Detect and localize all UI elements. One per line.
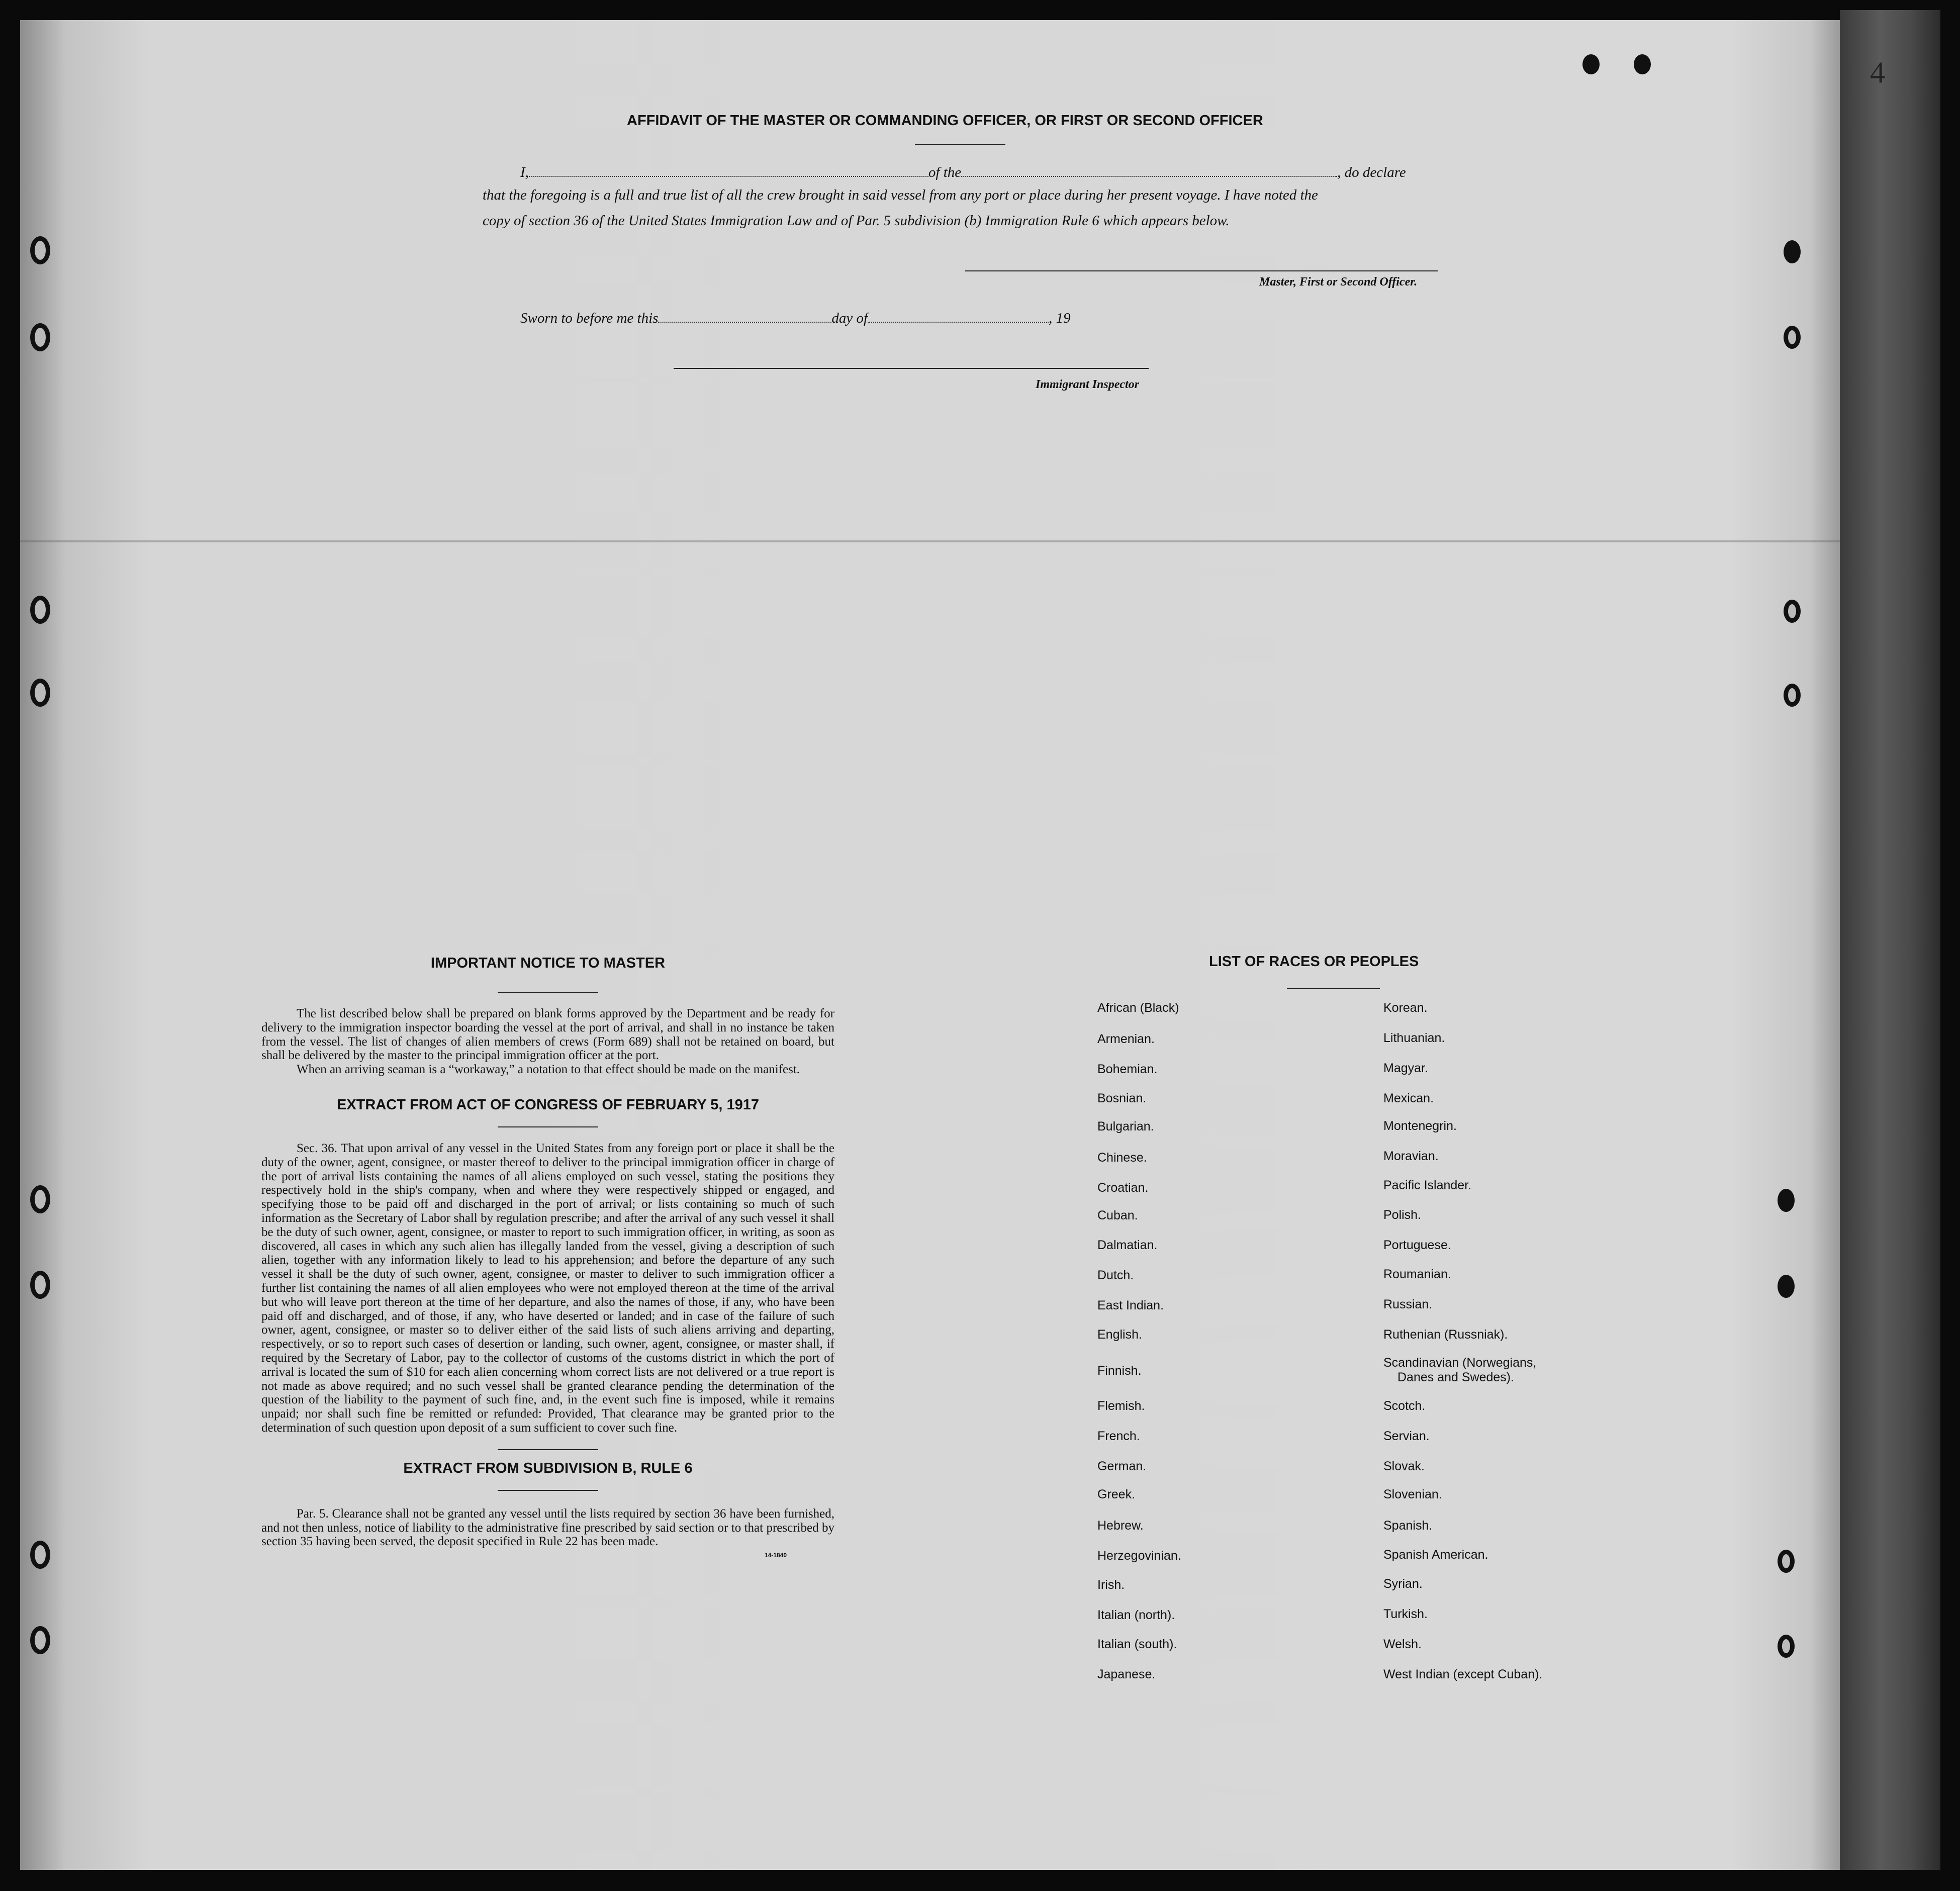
binder-hole — [1784, 240, 1801, 263]
page-number: 4 — [1870, 56, 1885, 89]
race-item: West Indian (except Cuban). — [1383, 1667, 1543, 1681]
divider — [915, 144, 1005, 145]
binder-hole — [1778, 1635, 1795, 1658]
form-number: 14-1840 — [764, 1552, 787, 1559]
vessel-blank[interactable] — [961, 162, 1337, 177]
race-item: Welsh. — [1383, 1637, 1422, 1651]
binder-hole — [30, 1271, 50, 1299]
binder-hole — [30, 236, 50, 264]
race-item: Dalmatian. — [1097, 1238, 1158, 1252]
race-item: Croatian. — [1097, 1181, 1149, 1195]
race-item: Syrian. — [1383, 1577, 1423, 1591]
race-item: East Indian. — [1097, 1298, 1164, 1312]
race-item: Irish. — [1097, 1578, 1125, 1592]
binder-hole — [30, 679, 50, 707]
race-item: Turkish. — [1383, 1607, 1428, 1621]
name-blank[interactable] — [529, 162, 928, 177]
day-of-label: day of — [831, 310, 868, 326]
race-item: Cuban. — [1097, 1208, 1138, 1222]
binder-strip — [1840, 10, 1940, 1870]
binder-hole — [30, 323, 50, 351]
race-item: Polish. — [1383, 1208, 1422, 1222]
race-item: Armenian. — [1097, 1032, 1155, 1046]
binder-hole — [1778, 1275, 1795, 1298]
divider — [498, 992, 598, 993]
race-item: Chinese. — [1097, 1151, 1147, 1165]
extract-rule-title: EXTRACT FROM SUBDIVISION B, RULE 6 — [403, 1460, 693, 1476]
race-item: French. — [1097, 1429, 1140, 1443]
affidavit-line-1 — [520, 162, 1406, 181]
binder-hole — [1582, 54, 1600, 74]
race-item: Spanish American. — [1383, 1548, 1488, 1562]
extract-rule-text: Par. 5. Clearance shall not be granted any vessel until the lists required by section 36 have been furnished, and not then unless, notice of liability to the administrative fine prescribed by said section or to that prescribed by section 35 having been served, the deposit specified in Rule 22 has been made. — [261, 1506, 834, 1549]
binder-hole — [1784, 600, 1801, 623]
sworn-prefix: Sworn to before me this — [520, 310, 659, 326]
sworn-day-blank[interactable] — [658, 308, 831, 323]
sworn-month-blank[interactable] — [868, 308, 1049, 323]
race-item: Scotch. — [1383, 1399, 1426, 1413]
year-prefix: , 19 — [1049, 310, 1071, 326]
race-item: Italian (north). — [1097, 1608, 1175, 1622]
notice-paragraph-2: When an arriving seaman is a “workaway,” a notation to that effect should be made on the manifest. — [297, 1063, 800, 1077]
extract-act-text: Sec. 36. That upon arrival of any vessel in the United States from any foreign port or place it shall be the duty of the owner, agent, consignee, or master thereof to deliver to the principal immigration officer in charge of the port of arrival lists containing the names of all aliens employed on such vessel, stating the positions they respectively hold in the ship's company, when and where they were respectively shipped or engaged, and specifying those to be paid off and discharged in the port of arrival; or lists containing so much of such information as the Secretary of Labor shall by regulation prescribe; and after the arrival of any such vessel it shall be the duty of such owner, agent, consignee, or master to report to such immigration officer, in writing, as soon as discovered, all cases in which any such alien has illegally landed from the vessel, giving a description of such alien, together with any information likely to lead to his apprehension; and before the departure of any such vessel it shall be the duty of such owner, agent, consignee, or master to deliver to such immigration officer a further list containing the names of all alien employees who were not employed thereon at the time of the arrival but who will leave port thereon at the time of her departure, and also the names of those, if any, who have been paid off and discharged, and of those, if any, who have deserted or landed; and in case of the failure of such owner, agent, consignee, or master so to deliver either of the said lists of such aliens arriving and departing, respectively, or so to report such cases of desertion or landing, such owner, agent, consignee, or master shall, if required by the Secretary of Labor, pay to the collector of customs of the customs district in which the port of arrival is located the sum of $10 for each alien concerning whom correct lists are not delivered or a true report is not made as above required; and no such vessel shall be granted clearance pending the determination of the question of the liability to the payment of such fine, and, in the event such fine is imposed, while it remains unpaid; nor shall such fine be remitted or refunded: Provided, That clearance may be granted prior to the determination of such question upon deposit of a sum sufficient to cover such fine. — [261, 1141, 834, 1435]
form-sheet — [20, 20, 1840, 1870]
race-item: German. — [1097, 1459, 1147, 1473]
race-item: Russian. — [1383, 1297, 1433, 1311]
race-item: Greek. — [1097, 1487, 1136, 1501]
binder-hole — [30, 1626, 50, 1654]
race-item: Japanese. — [1097, 1667, 1156, 1681]
race-item: Mexican. — [1383, 1091, 1434, 1105]
notice-paragraph-1: The list described below shall be prepared on blank forms approved by the Department and be ready for delivery to the immigration inspector boarding the vessel at the port of arrival, and shall in no instance be taken from the vessel. The list of changes of alien members of crews (Form 689) shall not be retained on board, but shall be delivered by the master to the principal immigration officer at the port. — [261, 1007, 834, 1063]
race-item: Servian. — [1383, 1429, 1430, 1443]
left-column — [261, 955, 834, 1560]
race-item: Danes and Swedes). — [1397, 1370, 1515, 1384]
race-item: Bulgarian. — [1097, 1119, 1154, 1133]
affidavit-title: AFFIDAVIT OF THE MASTER OR COMMANDING OFFICER, OR FIRST OR SECOND OFFICER — [627, 113, 1263, 129]
race-item: African (Black) — [1097, 1001, 1179, 1015]
race-item: Italian (south). — [1097, 1637, 1177, 1651]
race-item: Scandinavian (Norwegians, — [1383, 1356, 1537, 1370]
races-title: LIST OF RACES OR PEOPLES — [1209, 954, 1419, 970]
race-item: Montenegrin. — [1383, 1119, 1457, 1133]
binder-hole — [1784, 326, 1801, 349]
race-item: English. — [1097, 1328, 1142, 1342]
race-item: Slovak. — [1383, 1459, 1425, 1473]
race-item: Magyar. — [1383, 1061, 1428, 1075]
binder-hole — [1778, 1550, 1795, 1573]
notice-title: IMPORTANT NOTICE TO MASTER — [430, 955, 666, 971]
binder-hole — [1784, 684, 1801, 707]
race-item: Korean. — [1383, 1001, 1428, 1015]
sworn-line — [520, 308, 1071, 327]
divider — [498, 1126, 598, 1127]
divider — [498, 1449, 598, 1450]
race-item: Hebrew. — [1097, 1519, 1144, 1533]
race-item: Roumanian. — [1383, 1267, 1451, 1281]
inspector-label: Immigrant Inspector — [1036, 378, 1140, 391]
do-declare-label: , do declare — [1337, 164, 1406, 180]
race-item: Lithuanian. — [1383, 1031, 1445, 1045]
divider — [1287, 988, 1380, 989]
affidavit-line-2: that the foregoing is a full and true list of all the crew brought in said vessel from any port or place during her present voyage. I have noted the — [483, 187, 1318, 203]
binder-hole — [30, 1185, 50, 1213]
race-item: Finnish. — [1097, 1364, 1142, 1378]
race-item: Ruthenian (Russniak). — [1383, 1328, 1508, 1342]
race-item: Dutch. — [1097, 1268, 1134, 1282]
race-item: Bosnian. — [1097, 1091, 1147, 1105]
race-item: Flemish. — [1097, 1399, 1145, 1413]
affidavit-i-label: I, — [520, 164, 529, 180]
inspector-signature-line[interactable] — [674, 368, 1149, 369]
affidavit-line-3: copy of section 36 of the United States Immigration Law and of Par. 5 subdivision (b) Immigration Rule 6 which appears below. — [483, 213, 1230, 229]
race-item: Portuguese. — [1383, 1238, 1451, 1252]
race-item: Spanish. — [1383, 1519, 1433, 1533]
race-item: Herzegovinian. — [1097, 1549, 1181, 1563]
master-signature-line[interactable] — [965, 270, 1438, 271]
race-item: Pacific Islander. — [1383, 1178, 1472, 1192]
binder-hole — [1778, 1189, 1795, 1212]
binder-hole — [1634, 54, 1651, 74]
race-item: Bohemian. — [1097, 1062, 1158, 1076]
master-signature-label: Master, First or Second Officer. — [1259, 275, 1418, 289]
of-the-label: of the — [928, 164, 962, 180]
extract-act-title: EXTRACT FROM ACT OF CONGRESS OF FEBRUARY 5, 1917 — [336, 1096, 760, 1113]
fold-line — [20, 540, 1840, 542]
race-item: Slovenian. — [1383, 1487, 1442, 1501]
race-item: Moravian. — [1383, 1149, 1439, 1163]
binder-hole — [30, 1541, 50, 1569]
divider — [498, 1490, 598, 1491]
binder-hole — [30, 596, 50, 624]
